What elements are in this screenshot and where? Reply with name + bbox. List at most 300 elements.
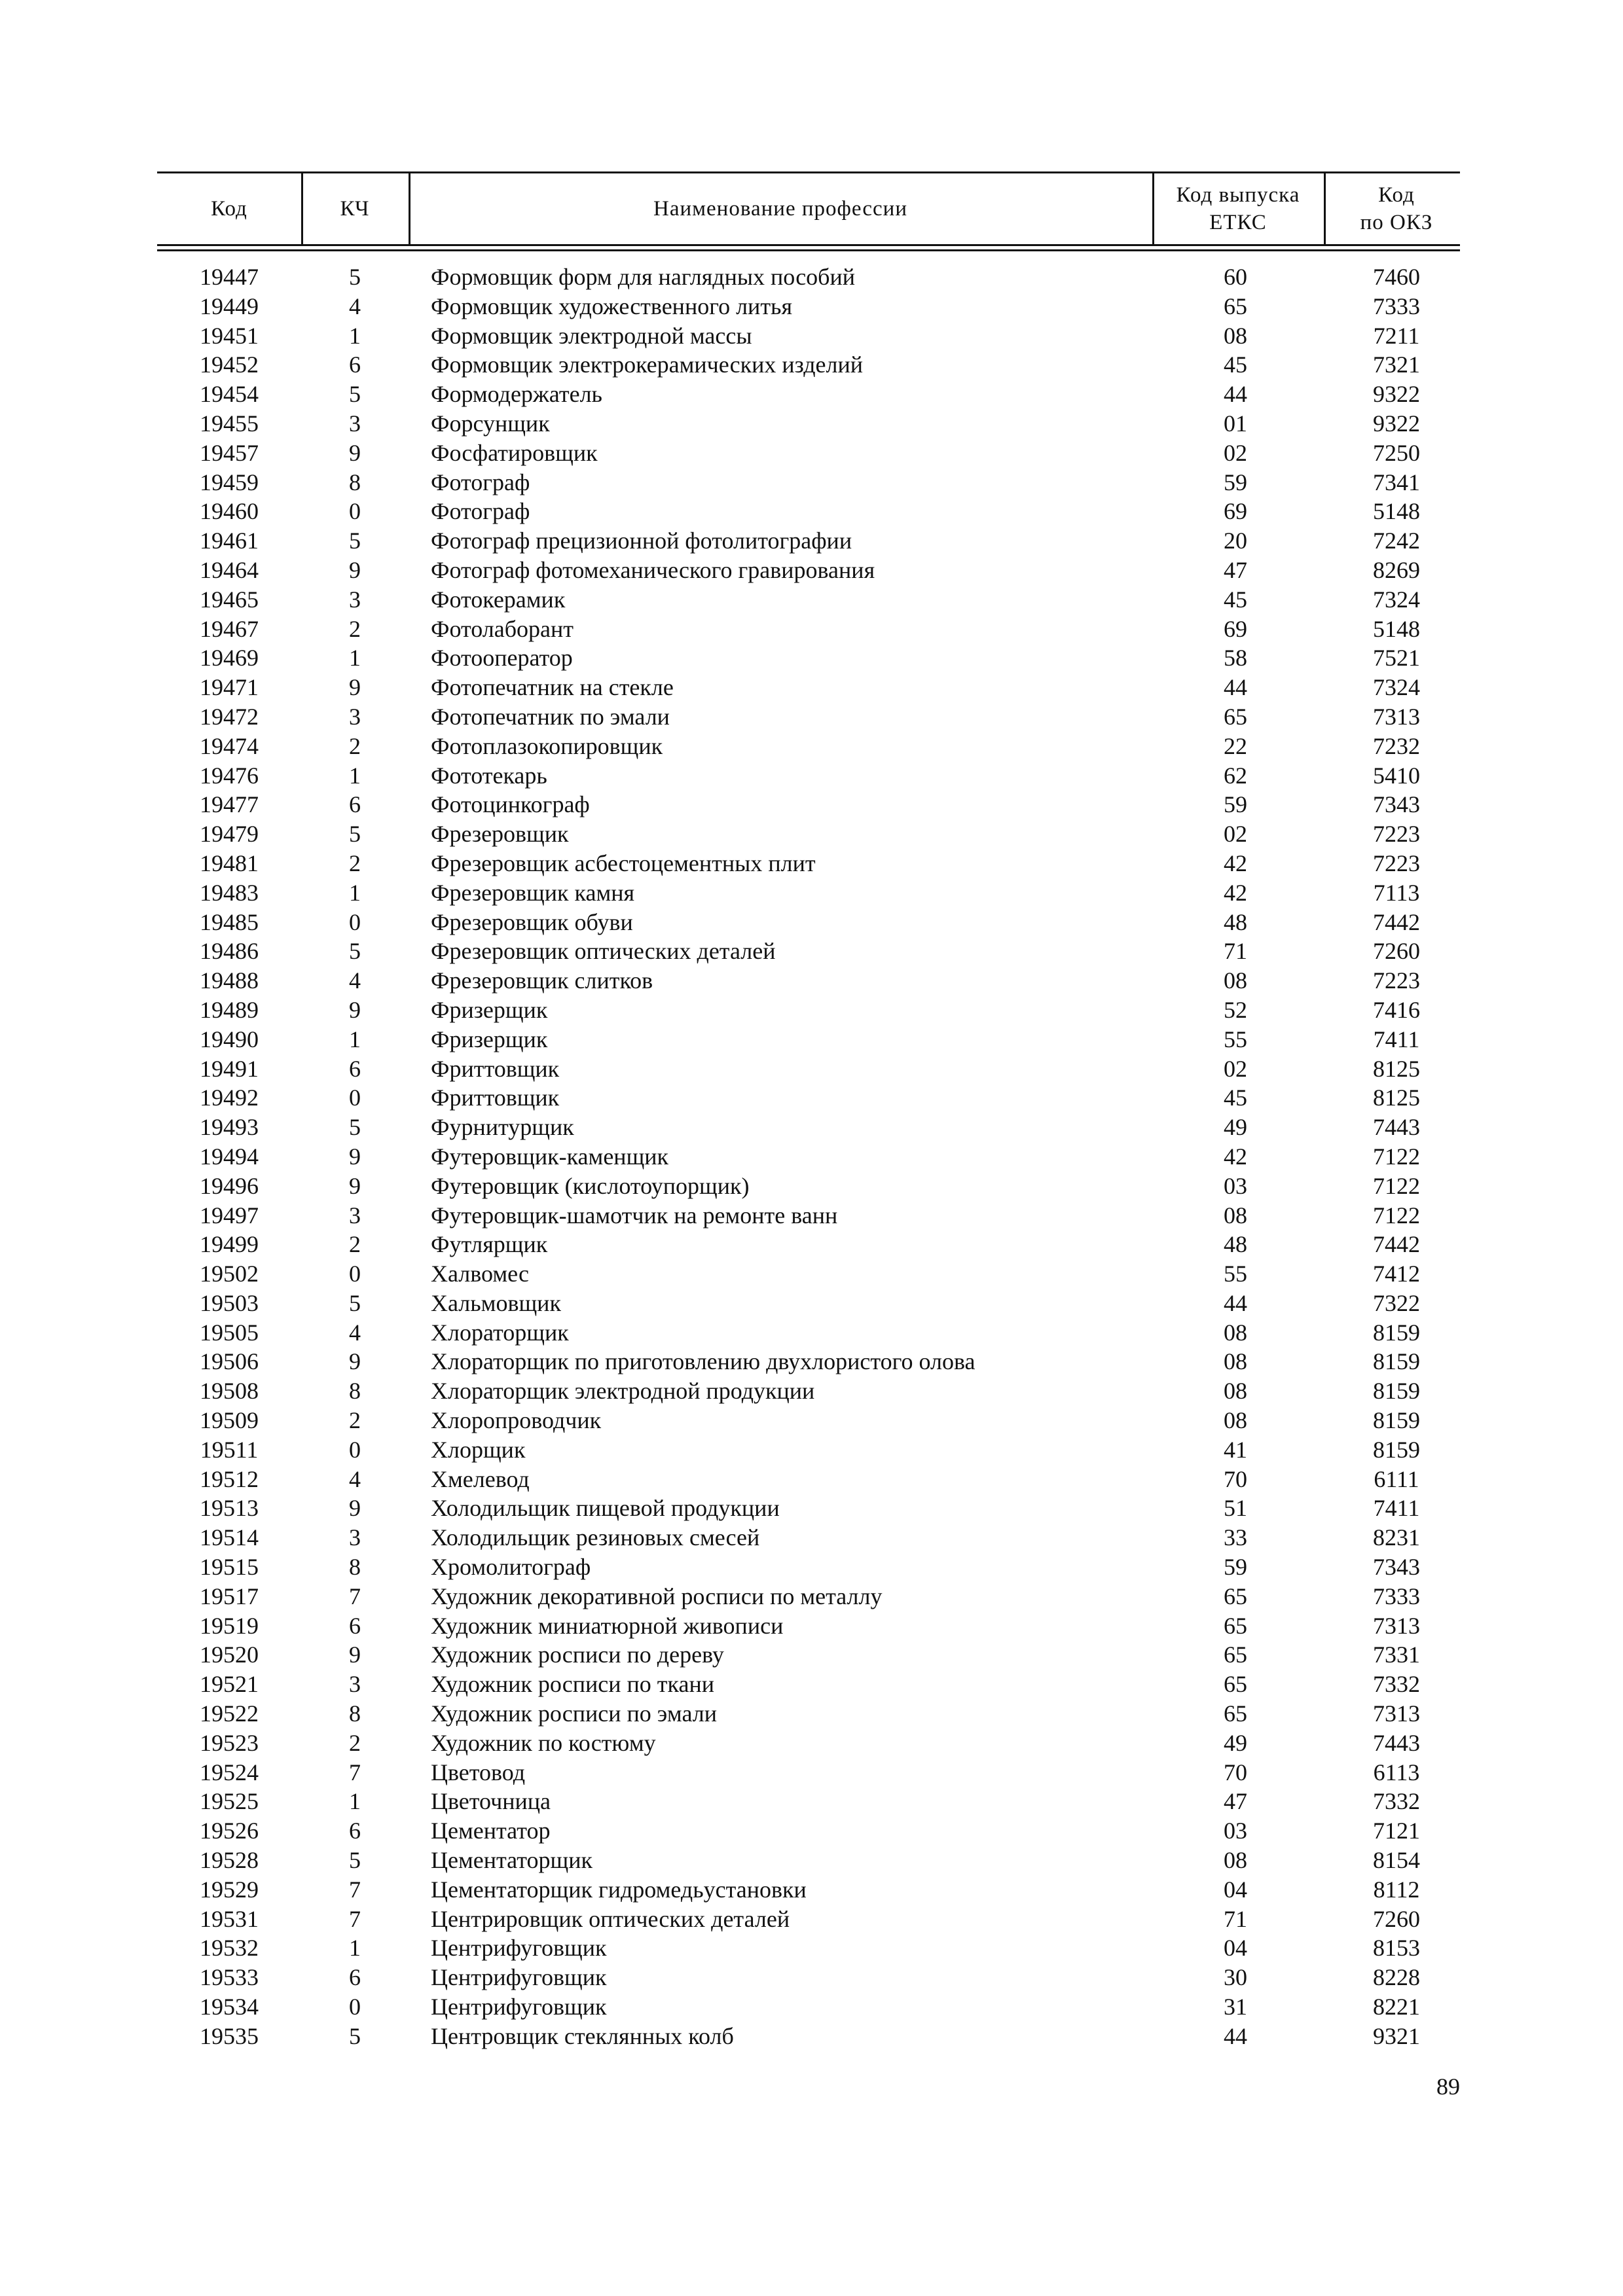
cell-name: Фурнитурщик [431, 1114, 574, 1141]
table-row [157, 1025, 1460, 1054]
cell-kch: 9 [349, 1641, 361, 1668]
cell-etks: 01 [1224, 410, 1247, 437]
table-row [157, 1611, 1460, 1641]
cell-kch: 2 [349, 1231, 361, 1258]
cell-etks: 59 [1224, 469, 1247, 495]
table-row [157, 526, 1460, 556]
cell-kod: 19497 [200, 1202, 259, 1229]
cell-name: Футеровщик-шамотчик на ремонте ванн [431, 1202, 838, 1229]
cell-okz: 7332 [1373, 1671, 1420, 1698]
cell-name: Цветочница [431, 1788, 551, 1815]
cell-okz: 9322 [1373, 410, 1420, 437]
cell-name: Цементатор [431, 1818, 551, 1844]
cell-etks: 31 [1224, 1994, 1247, 2020]
cell-etks: 65 [1224, 703, 1247, 730]
cell-okz: 8112 [1373, 1876, 1420, 1903]
cell-etks: 59 [1224, 1554, 1247, 1581]
cell-kch: 0 [349, 1436, 361, 1463]
cell-kod: 19472 [200, 703, 259, 730]
cell-etks: 08 [1224, 1407, 1247, 1434]
cell-kch: 7 [349, 1583, 361, 1609]
cell-etks: 04 [1224, 1935, 1247, 1962]
cell-kch: 9 [349, 996, 361, 1023]
cell-name: Фотограф [431, 469, 530, 495]
cell-kch: 5 [349, 2022, 361, 2049]
cell-okz: 8228 [1373, 1964, 1420, 1991]
table-row [157, 1113, 1460, 1142]
cell-kod: 19469 [200, 645, 259, 672]
cell-kch: 2 [349, 1729, 361, 1756]
cell-kch: 9 [349, 1143, 361, 1170]
cell-name: Фосфатировщик [431, 439, 598, 466]
cell-kch: 0 [349, 908, 361, 935]
table-row [157, 1963, 1460, 1992]
cell-etks: 02 [1224, 439, 1247, 466]
table-row [157, 556, 1460, 585]
cell-kod: 19515 [200, 1554, 259, 1581]
cell-etks: 60 [1224, 264, 1247, 290]
cell-kch: 7 [349, 1759, 361, 1785]
cell-name: Фризерщик [431, 996, 548, 1023]
cell-kch: 4 [349, 1319, 361, 1346]
header-okz [1324, 173, 1469, 244]
cell-etks: 65 [1224, 1583, 1247, 1609]
cell-etks: 65 [1224, 1641, 1247, 1668]
cell-okz: 8125 [1373, 1085, 1420, 1111]
table-row [157, 1172, 1460, 1201]
table-row [157, 1992, 1460, 2022]
table-row [157, 321, 1460, 351]
cell-etks: 47 [1224, 1788, 1247, 1815]
table-row [157, 1318, 1460, 1348]
cell-okz: 7411 [1373, 1026, 1420, 1052]
page-number: 89 [1436, 2073, 1460, 2100]
cell-okz: 6113 [1373, 1759, 1420, 1785]
cell-okz: 7442 [1373, 908, 1420, 935]
cell-name: Художник по костюму [431, 1729, 656, 1756]
cell-okz: 7412 [1373, 1261, 1420, 1287]
cell-etks: 62 [1224, 762, 1247, 789]
cell-name: Фрезеровщик [431, 821, 569, 848]
cell-kch: 1 [349, 1026, 361, 1052]
cell-okz: 7343 [1373, 791, 1420, 818]
cell-okz: 7324 [1373, 674, 1420, 701]
cell-kod: 19459 [200, 469, 259, 495]
cell-name: Фрезеровщик обуви [431, 908, 633, 935]
cell-okz: 8125 [1373, 1055, 1420, 1082]
cell-kod: 19531 [200, 1905, 259, 1932]
cell-okz: 7411 [1373, 1495, 1420, 1522]
cell-kod: 19535 [200, 2022, 259, 2049]
cell-etks: 69 [1224, 498, 1247, 525]
cell-etks: 48 [1224, 908, 1247, 935]
cell-etks: 48 [1224, 1231, 1247, 1258]
cell-kch: 6 [349, 1964, 361, 1991]
cell-kch: 5 [349, 528, 361, 554]
header-etks [1152, 173, 1324, 244]
cell-kod: 19491 [200, 1055, 259, 1082]
cell-okz: 7313 [1373, 1700, 1420, 1727]
cell-etks: 45 [1224, 586, 1247, 613]
cell-etks: 08 [1224, 1319, 1247, 1346]
cell-okz: 7521 [1373, 645, 1420, 672]
cell-etks: 71 [1224, 1905, 1247, 1932]
cell-name: Формодержатель [431, 381, 602, 408]
cell-kod: 19532 [200, 1935, 259, 1962]
cell-etks: 30 [1224, 1964, 1247, 1991]
cell-name: Художник миниатюрной живописи [431, 1612, 784, 1639]
cell-name: Фриттовщик [431, 1055, 560, 1082]
cell-kod: 19525 [200, 1788, 259, 1815]
cell-kch: 1 [349, 879, 361, 906]
cell-okz: 7211 [1373, 322, 1420, 349]
table-row [157, 1406, 1460, 1435]
cell-kch: 0 [349, 1085, 361, 1111]
cell-kch: 9 [349, 556, 361, 583]
cell-kch: 8 [349, 1378, 361, 1405]
cell-etks: 65 [1224, 1612, 1247, 1639]
cell-kod: 19506 [200, 1348, 259, 1375]
cell-kch: 1 [349, 762, 361, 789]
table-row [157, 937, 1460, 966]
cell-okz: 7343 [1373, 1554, 1420, 1581]
cell-name: Фотоплазокопировщик [431, 732, 663, 759]
cell-kod: 19513 [200, 1495, 259, 1522]
cell-kch: 1 [349, 1788, 361, 1815]
cell-name: Хлораторщик по приготовлению двухлористого олова [431, 1348, 976, 1375]
cell-okz: 9321 [1373, 2022, 1420, 2049]
cell-name: Цементаторщик [431, 1847, 593, 1874]
cell-kch: 2 [349, 850, 361, 876]
cell-okz: 7322 [1373, 1289, 1420, 1316]
cell-name: Художник декоративной росписи по металлу [431, 1583, 883, 1609]
table-row [157, 1875, 1460, 1905]
header-okz-line2: по ОКЗ [1360, 211, 1433, 234]
cell-okz: 7122 [1373, 1202, 1420, 1229]
cell-kod: 19502 [200, 1261, 259, 1287]
cell-kch: 8 [349, 1554, 361, 1581]
table-row [157, 1846, 1460, 1875]
table-row [157, 615, 1460, 644]
cell-kod: 19474 [200, 732, 259, 759]
cell-kch: 9 [349, 1495, 361, 1522]
cell-kch: 7 [349, 1876, 361, 1903]
cell-kod: 19514 [200, 1524, 259, 1551]
cell-name: Фотограф [431, 498, 530, 525]
cell-kod: 19519 [200, 1612, 259, 1639]
cell-okz: 7460 [1373, 264, 1420, 290]
cell-okz: 8269 [1373, 556, 1420, 583]
cell-kch: 5 [349, 264, 361, 290]
table-row [157, 1582, 1460, 1611]
cell-kod: 19464 [200, 556, 259, 583]
table-row [157, 673, 1460, 702]
table-row [157, 262, 1460, 292]
cell-etks: 55 [1224, 1261, 1247, 1287]
cell-kod: 19534 [200, 1994, 259, 2020]
cell-kod: 19529 [200, 1876, 259, 1903]
cell-kch: 3 [349, 1671, 361, 1698]
table-row [157, 702, 1460, 732]
table-row [157, 908, 1460, 937]
cell-okz: 7121 [1373, 1818, 1420, 1844]
cell-etks: 02 [1224, 1055, 1247, 1082]
cell-name: Фотоцинкограф [431, 791, 590, 818]
cell-name: Формовщик электрокерамических изделий [431, 351, 864, 378]
cell-kch: 5 [349, 1847, 361, 1874]
table-row [157, 585, 1460, 615]
cell-name: Формовщик электродной массы [431, 322, 752, 349]
table-row [157, 1670, 1460, 1699]
cell-okz: 7331 [1373, 1641, 1420, 1668]
cell-okz: 7242 [1373, 528, 1420, 554]
cell-kod: 19492 [200, 1085, 259, 1111]
cell-okz: 7442 [1373, 1231, 1420, 1258]
cell-kod: 19508 [200, 1378, 259, 1405]
cell-name: Хальмовщик [431, 1289, 561, 1316]
cell-name: Центрифуговщик [431, 1964, 607, 1991]
cell-kod: 19486 [200, 938, 259, 965]
cell-etks: 51 [1224, 1495, 1247, 1522]
cell-etks: 42 [1224, 1143, 1247, 1170]
table-row [157, 1259, 1460, 1289]
cell-name: Хромолитограф [431, 1554, 591, 1581]
cell-etks: 08 [1224, 967, 1247, 994]
cell-etks: 69 [1224, 615, 1247, 642]
cell-etks: 52 [1224, 996, 1247, 1023]
header-kod-label: Код [211, 197, 247, 221]
cell-name: Фотокерамик [431, 586, 566, 613]
cell-kch: 6 [349, 1612, 361, 1639]
cell-etks: 70 [1224, 1759, 1247, 1785]
cell-okz: 7113 [1373, 879, 1420, 906]
cell-etks: 44 [1224, 2022, 1247, 2049]
cell-etks: 08 [1224, 1378, 1247, 1405]
table-row [157, 849, 1460, 878]
cell-okz: 7313 [1373, 703, 1420, 730]
cell-kod: 19528 [200, 1847, 259, 1874]
table-row [157, 966, 1460, 996]
cell-etks: 55 [1224, 1026, 1247, 1052]
cell-kch: 5 [349, 1114, 361, 1141]
cell-okz: 7416 [1373, 996, 1420, 1023]
cell-kch: 6 [349, 351, 361, 378]
cell-etks: 44 [1224, 674, 1247, 701]
table-row [157, 1494, 1460, 1523]
cell-kod: 19499 [200, 1231, 259, 1258]
table-row [157, 996, 1460, 1025]
cell-etks: 04 [1224, 1876, 1247, 1903]
table-row [157, 1083, 1460, 1113]
table-row [157, 1787, 1460, 1816]
table-row [157, 1230, 1460, 1259]
cell-okz: 8159 [1373, 1378, 1420, 1405]
cell-name: Формовщик форм для наглядных пособий [431, 264, 856, 290]
cell-okz: 7313 [1373, 1612, 1420, 1639]
cell-kod: 19467 [200, 615, 259, 642]
cell-okz: 7250 [1373, 439, 1420, 466]
table-row [157, 292, 1460, 321]
cell-name: Футлярщик [431, 1231, 548, 1258]
header-etks-line1: Код выпуска [1176, 183, 1300, 207]
cell-kod: 19494 [200, 1143, 259, 1170]
table-row [157, 1376, 1460, 1406]
cell-kch: 1 [349, 322, 361, 349]
cell-name: Фрезеровщик камня [431, 879, 635, 906]
cell-kod: 19490 [200, 1026, 259, 1052]
cell-name: Хлораторщик [431, 1319, 569, 1346]
table-row [157, 761, 1460, 791]
cell-okz: 7122 [1373, 1143, 1420, 1170]
cell-etks: 45 [1224, 351, 1247, 378]
cell-name: Хлоропроводчик [431, 1407, 602, 1434]
cell-name: Фрезеровщик слитков [431, 967, 653, 994]
table-row [157, 1289, 1460, 1318]
cell-kod: 19521 [200, 1671, 259, 1698]
header-okz-line1: Код [1378, 183, 1415, 207]
cell-etks: 47 [1224, 556, 1247, 583]
cell-kch: 1 [349, 645, 361, 672]
cell-etks: 20 [1224, 528, 1247, 554]
cell-etks: 58 [1224, 645, 1247, 672]
cell-okz: 7341 [1373, 469, 1420, 495]
cell-kch: 3 [349, 586, 361, 613]
cell-name: Центрифуговщик [431, 1935, 607, 1962]
table-row [157, 380, 1460, 409]
cell-etks: 42 [1224, 879, 1247, 906]
cell-kch: 2 [349, 615, 361, 642]
cell-kod: 19457 [200, 439, 259, 466]
cell-name: Фотограф фотомеханического гравирования [431, 556, 875, 583]
cell-name: Центрировщик оптических деталей [431, 1905, 790, 1932]
table-row [157, 1905, 1460, 1934]
cell-okz: 8154 [1373, 1847, 1420, 1874]
cell-kch: 2 [349, 1407, 361, 1434]
cell-kch: 4 [349, 967, 361, 994]
cell-kod: 19454 [200, 381, 259, 408]
cell-kod: 19477 [200, 791, 259, 818]
cell-name: Художник росписи по дереву [431, 1641, 724, 1668]
cell-name: Фрезеровщик асбестоцементных плит [431, 850, 816, 876]
cell-kod: 19493 [200, 1114, 259, 1141]
cell-name: Центрифуговщик [431, 1994, 607, 2020]
cell-name: Фриттовщик [431, 1085, 560, 1111]
cell-name: Футеровщик-каменщик [431, 1143, 669, 1170]
cell-kch: 4 [349, 293, 361, 319]
cell-etks: 03 [1224, 1172, 1247, 1199]
cell-kod: 19460 [200, 498, 259, 525]
cell-etks: 33 [1224, 1524, 1247, 1551]
table-row [157, 732, 1460, 761]
cell-kch: 0 [349, 1994, 361, 2020]
cell-okz: 8159 [1373, 1348, 1420, 1375]
cell-kch: 5 [349, 1289, 361, 1316]
cell-kod: 19526 [200, 1818, 259, 1844]
table-row [157, 643, 1460, 673]
cell-kch: 8 [349, 469, 361, 495]
cell-name: Хлораторщик электродной продукции [431, 1378, 815, 1405]
cell-kod: 19488 [200, 967, 259, 994]
header-name [409, 173, 1152, 244]
cell-name: Холодильщик пищевой продукции [431, 1495, 780, 1522]
table-row [157, 878, 1460, 908]
header-kch-label: КЧ [340, 197, 370, 221]
cell-kod: 19511 [200, 1436, 259, 1463]
cell-okz: 7260 [1373, 1905, 1420, 1932]
table-row [157, 1699, 1460, 1729]
table-row [157, 790, 1460, 819]
cell-okz: 7333 [1373, 1583, 1420, 1609]
table-row [157, 1758, 1460, 1787]
cell-etks: 65 [1224, 293, 1247, 319]
table-row [157, 350, 1460, 380]
cell-okz: 8221 [1373, 1994, 1420, 2020]
cell-etks: 44 [1224, 1289, 1247, 1316]
cell-kod: 19523 [200, 1729, 259, 1756]
header-kod [157, 173, 301, 244]
cell-name: Фрезеровщик оптических деталей [431, 938, 776, 965]
cell-kch: 3 [349, 1202, 361, 1229]
cell-etks: 59 [1224, 791, 1247, 818]
cell-kod: 19465 [200, 586, 259, 613]
cell-name: Фототекарь [431, 762, 547, 789]
cell-etks: 65 [1224, 1700, 1247, 1727]
cell-kod: 19524 [200, 1759, 259, 1785]
table-row [157, 409, 1460, 439]
cell-name: Фотооператор [431, 645, 573, 672]
cell-okz: 8153 [1373, 1935, 1420, 1962]
cell-kch: 6 [349, 1055, 361, 1082]
cell-kod: 19512 [200, 1465, 259, 1492]
cell-okz: 7223 [1373, 850, 1420, 876]
cell-kch: 3 [349, 410, 361, 437]
cell-okz: 7223 [1373, 821, 1420, 848]
cell-kod: 19533 [200, 1964, 259, 1991]
table-row [157, 1552, 1460, 1582]
cell-kod: 19485 [200, 908, 259, 935]
cell-okz: 5148 [1373, 615, 1420, 642]
cell-name: Фотограф прецизионной фотолитографии [431, 528, 852, 554]
cell-kod: 19452 [200, 351, 259, 378]
cell-kod: 19479 [200, 821, 259, 848]
cell-etks: 49 [1224, 1114, 1247, 1141]
cell-okz: 7321 [1373, 351, 1420, 378]
cell-kod: 19461 [200, 528, 259, 554]
cell-kod: 19449 [200, 293, 259, 319]
cell-etks: 65 [1224, 1671, 1247, 1698]
cell-kch: 3 [349, 1524, 361, 1551]
cell-name: Фотолаборант [431, 615, 574, 642]
cell-kch: 9 [349, 1172, 361, 1199]
cell-kch: 6 [349, 791, 361, 818]
table-row [157, 2022, 1460, 2051]
cell-name: Хмелевод [431, 1465, 530, 1492]
cell-etks: 49 [1224, 1729, 1247, 1756]
cell-name: Хлорщик [431, 1436, 526, 1463]
cell-kod: 19471 [200, 674, 259, 701]
cell-okz: 7443 [1373, 1114, 1420, 1141]
cell-name: Формовщик художественного литья [431, 293, 793, 319]
cell-etks: 08 [1224, 1202, 1247, 1229]
cell-okz: 7443 [1373, 1729, 1420, 1756]
cell-name: Художник росписи по эмали [431, 1700, 717, 1727]
cell-okz: 6111 [1374, 1465, 1419, 1492]
table-row [157, 1142, 1460, 1172]
cell-etks: 45 [1224, 1085, 1247, 1111]
cell-kch: 8 [349, 1700, 361, 1727]
cell-name: Фотопечатник на стекле [431, 674, 674, 701]
cell-kod: 19447 [200, 264, 259, 290]
